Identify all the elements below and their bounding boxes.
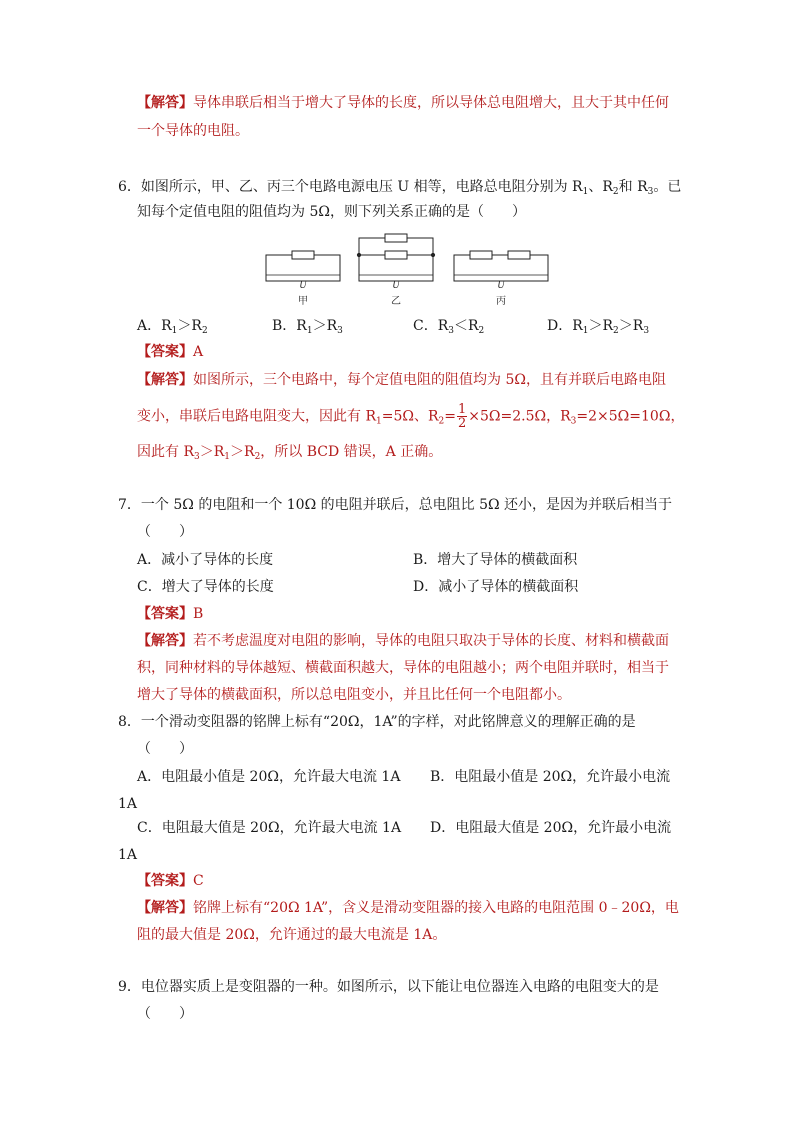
q8-explanation-line1: 【解答】铭牌上标有“20Ω 1A”，含义是滑动变阻器的接入电路的电阻范围 0﹣20Ω，电: [137, 900, 679, 916]
circuit-jia: [266, 251, 340, 281]
voltage-label-yi: U: [392, 281, 400, 291]
q6-option-d: D．$R_1>R_2>R_3$: [547, 318, 650, 336]
q6-option-c: C．$R_3<R_2$: [413, 318, 485, 336]
q9-question-line1: 9．电位器实质上是变阻器的一种。如图所示，以下能让电位器连入电路的电阻变大的是: [118, 979, 659, 995]
q6-circuit-figure: [260, 226, 560, 310]
q7-explanation-line3: 增大了导体的横截面积，所以总电阻变小，并且比任何一个电阻都小。: [137, 687, 571, 703]
q7-option-a: A．减小了导体的长度: [137, 552, 274, 568]
q6-option-b: B．$R_1>R_3$: [272, 318, 343, 336]
q9-question-line2: （ ）: [137, 1006, 193, 1022]
circuit-bing: [454, 251, 548, 281]
voltage-label-bing: U: [497, 281, 505, 291]
q8-option-d-wrap: 1A: [118, 847, 138, 863]
q8-option-a: A．电阻最小值是 20Ω，允许最大电流 1A: [137, 769, 401, 785]
q6-answer: 【答案】A: [137, 344, 204, 360]
q7-option-c: C．增大了导体的长度: [137, 579, 274, 595]
q8-explanation-line2: 阻的最大值是 20Ω，允许通过的最大电流是 1A。: [137, 927, 447, 943]
q8-option-b-wrap: 1A: [118, 796, 138, 812]
voltage-label-jia: U: [299, 281, 307, 291]
circuit-label-yi: 乙: [391, 296, 401, 307]
q8-answer: 【答案】C: [137, 873, 204, 889]
q7-explanation-line2: 积，同种材料的导体越短、横截面积越大，导体的电阻越小；两个电阻并联时，相当于: [137, 660, 669, 676]
q6-explanation-line2: 变小，串联后电路电阻变大，因此有 $R_1=5\Omega$、$R_2=$ $\frac{1}{2}$ ×5Ω=2.5Ω，$R_3=2\times 5\Omega=10\Omega$，: [137, 402, 685, 431]
q6-question-line1: 6．如图所示，甲、乙、丙三个电路电源电压 U 相等，电路总电阻分别为 $R_1$、$R_2$和 $R_3$。已: [118, 179, 682, 197]
q7-question-line1: 7．一个 5Ω 的电阻和一个 10Ω 的电阻并联后，总电阻比 5Ω 还小，是因为并联后相当于: [118, 497, 673, 513]
fraction-one-half: $\frac{1}{2}$: [458, 402, 467, 431]
q7-option-b: B．增大了导体的横截面积: [413, 552, 578, 568]
circuit-yi: [357, 234, 434, 281]
q7-option-d: D．减小了导体的横截面积: [413, 579, 579, 595]
q5-explanation-line1: 【解答】导体串联后相当于增大了导体的长度，所以导体总电阻增大，且大于其中任何: [137, 95, 669, 111]
q8-question-line1: 8．一个滑动变阻器的铭牌上标有“20Ω，1A”的字样，对此铭牌意义的理解正确的是: [118, 714, 636, 730]
q7-answer: 【答案】B: [137, 606, 204, 622]
q8-option-c: C．电阻最大值是 20Ω，允许最大电流 1A: [137, 820, 402, 836]
circuit-label-jia: 甲: [298, 296, 308, 307]
q5-explanation-line2: 一个导体的电阻。: [137, 123, 249, 139]
q8-option-b: B．电阻最小值是 20Ω，允许最小电流: [430, 769, 671, 785]
circuit-label-bing: 丙: [496, 296, 506, 307]
explanation-tag: 【解答】: [137, 95, 193, 111]
q6-question-line2: 知每个定值电阻的阻值均为 5Ω，则下列关系正确的是（ ）: [137, 204, 526, 220]
q6-explanation-line3: 因此有 $R_3>R_1>R_2$，所以 BCD 错误，A 正确。: [137, 444, 443, 462]
q6-explanation-line1: 【解答】如图所示，三个电路中，每个定值电阻的阻值均为 5Ω，且有并联后电路电阻: [137, 372, 666, 388]
q7-question-line2: （ ）: [137, 524, 193, 540]
q8-option-d: D．电阻最大值是 20Ω，允许最小电流: [430, 820, 672, 836]
q6-option-a: A．$R_1>R_2$: [137, 318, 208, 336]
q7-explanation-line1: 【解答】若不考虑温度对电阻的影响，导体的电阻只取决于导体的长度、材料和横截面: [137, 633, 669, 649]
q8-question-line2: （ ）: [137, 741, 193, 757]
